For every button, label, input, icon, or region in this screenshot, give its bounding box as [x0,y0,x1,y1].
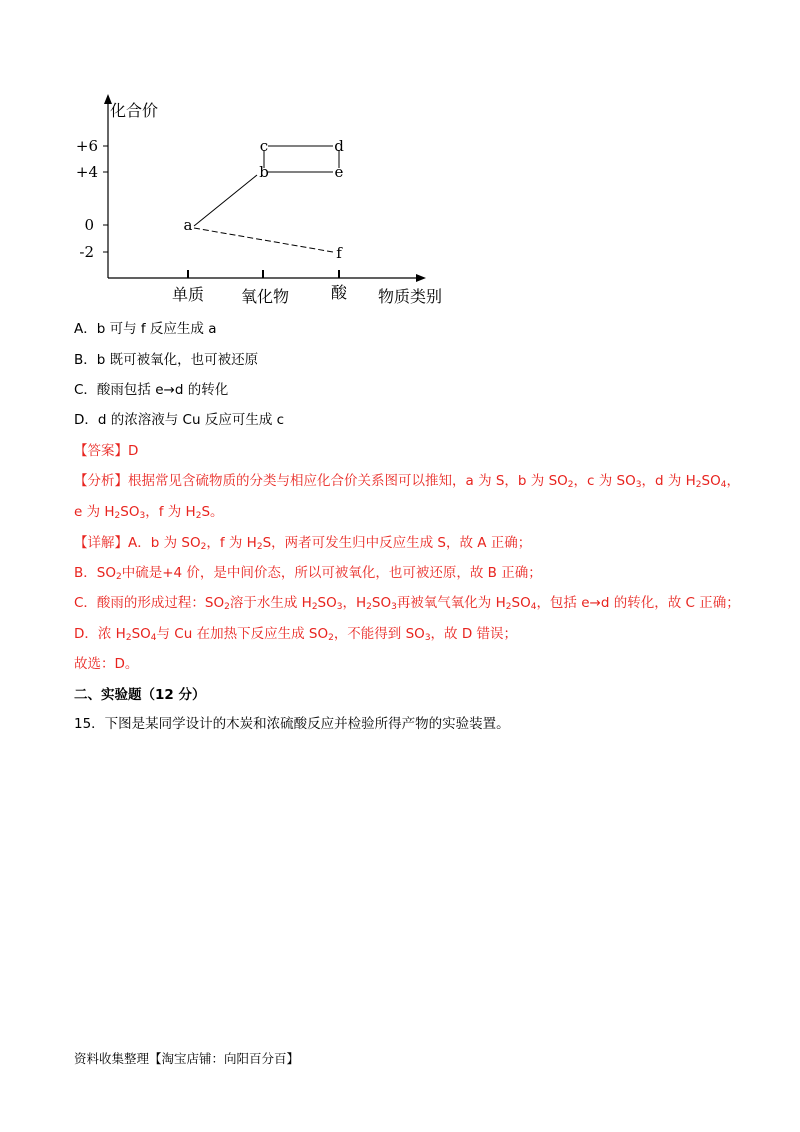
valence-class-diagram [60,90,460,310]
x-axis-label: 物质类别 [377,287,443,306]
y-tick-plus6: +6 [75,137,98,155]
question-15: 15．下图是某同学设计的木炭和浓硫酸反应并检验所得产物的实验装置。 [74,716,510,732]
detail-text: SO [131,626,151,642]
diagram-svg [60,90,460,310]
analysis-text: SO [120,504,140,520]
subscript: 4 [530,602,537,612]
analysis-text: ，f 为 H [145,504,196,520]
point-f: f [336,244,342,262]
x-cat-oxide: 氧化物 [240,287,290,306]
analysis-line-2 [74,502,224,522]
subscript: 2 [311,602,318,612]
analysis-text: ， [726,473,740,489]
analysis-text: S。 [201,504,224,520]
subscript: 3 [139,511,146,521]
detail-text: D．浓 H [74,626,126,642]
point-d: d [334,137,344,155]
subscript: 4 [720,480,727,490]
subscript: 2 [366,602,372,612]
detail-text: ，包括 e→d 的转化，故 C 正确； [536,595,740,611]
y-tick-zero: 0 [84,216,94,234]
analysis-text: ，d 为 H [641,473,696,489]
subscript: 3 [336,602,343,612]
detail-text: ，f 为 H [206,535,257,551]
analysis-text: 根据常见含硫物质的分类与相应化合价关系图可以推知，a 为 S，b 为 SO [128,473,568,489]
detail-choice: 故选：D。 [74,656,139,672]
detail-text: 溶于水生成 H [229,595,312,611]
subscript: 2 [328,633,334,643]
section-heading: 二、实验题（12 分） [74,687,206,703]
subscript: 2 [505,602,512,612]
detail-text: SO [371,595,392,611]
subscript: 3 [391,602,397,612]
detail-text: SO [511,595,531,611]
option-d: D．d 的浓溶液与 Cu 反应可生成 c [74,412,285,428]
subscript: 2 [195,511,202,521]
subscript: 3 [424,633,431,643]
detail-text: ，H [342,595,367,611]
analysis-line-1 [74,471,740,491]
detail-tag: 【详解】 [74,535,128,551]
subscript: 2 [125,633,132,643]
point-c: c [259,137,269,155]
answer: 【答案】D [74,443,139,459]
subscript: 3 [635,480,642,490]
detail-text: B．SO [74,565,116,581]
subscript: 2 [567,480,574,490]
analysis-tag: 【分析】 [74,473,128,489]
subscript: 2 [695,480,702,490]
subscript: 2 [256,542,263,552]
option-a: A．b 可与 f 反应生成 a [74,321,217,337]
detail-text: 与 Cu 在加热下反应生成 SO [156,626,329,642]
detail-text: 中硫是+4 价，是中间价态，所以可被氧化，也可被还原，故 B 正确； [121,565,542,581]
option-c: C．酸雨包括 e→d 的转化 [74,382,229,398]
detail-line-d [74,624,517,644]
subscript: 2 [224,602,230,612]
point-e: e [334,163,344,181]
x-cat-element: 单质 [171,285,205,304]
y-tick-minus2: -2 [79,243,94,261]
detail-text: C．酸雨的形成过程：SO [74,595,225,611]
detail-text: A．b 为 SO [128,535,201,551]
point-a: a [183,216,193,234]
detail-text: 再被氧气氧化为 H [396,595,506,611]
detail-text: S，两者可发生归中反应生成 S，故 A 正确； [262,535,532,551]
subscript: 4 [150,633,157,643]
y-axis-label: 化合价 [110,101,159,120]
detail-text: SO [317,595,337,611]
detail-line-b [74,563,542,583]
analysis-text: SO [701,473,721,489]
detail-line-a [74,533,531,553]
detail-line-c [74,593,740,613]
y-tick-plus4: +4 [75,163,98,181]
x-cat-acid: 酸 [330,283,348,302]
point-b: b [259,163,269,181]
detail-text: ，不能得到 SO [333,626,425,642]
x-axis-arrow [416,274,426,282]
analysis-text: ，c 为 SO [573,473,636,489]
page-footer: 资料收集整理【淘宝店铺：向阳百分百】 [74,1051,300,1066]
option-b: B．b 既可被氧化，也可被还原 [74,352,259,368]
subscript: 2 [114,511,121,521]
subscript: 2 [200,542,207,552]
detail-text: ，故 D 错误； [430,626,518,642]
subscript: 2 [115,572,122,582]
analysis-text: e 为 H [74,504,115,520]
